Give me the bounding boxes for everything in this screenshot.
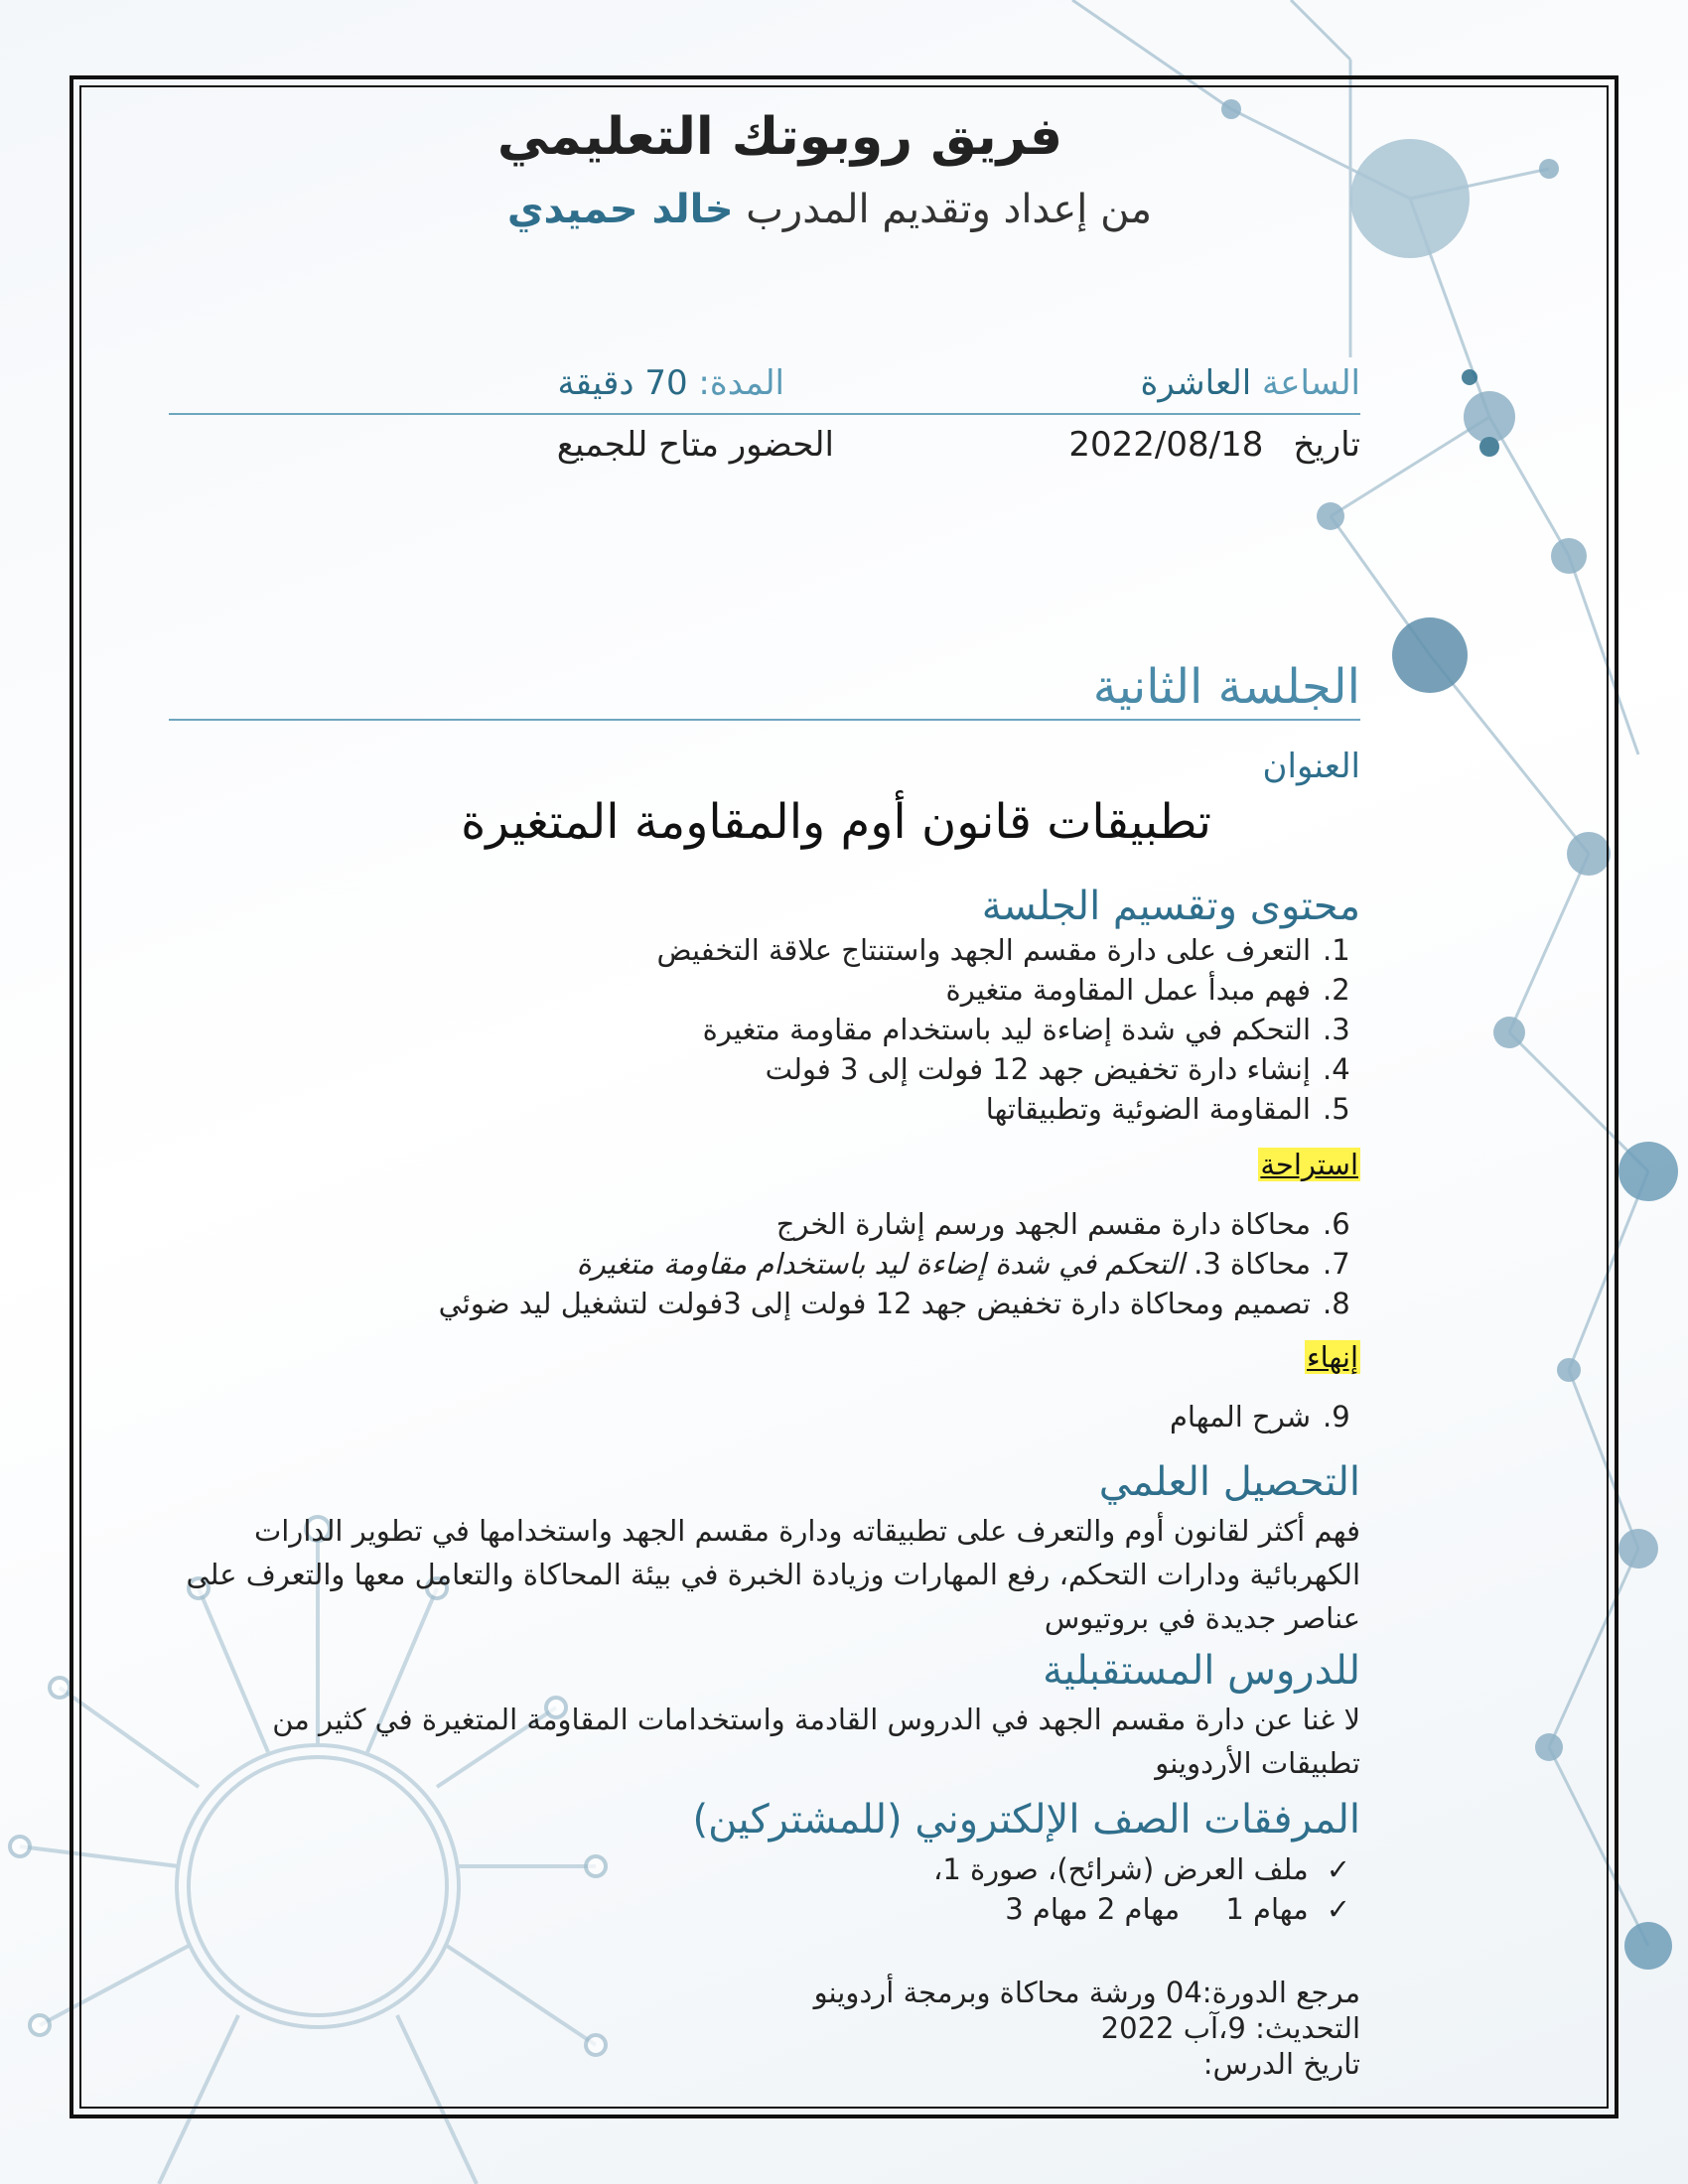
achievement-text: فهم أكثر لقانون أوم والتعرف على تطبيقاته ودارة مقسم الجهد واستخدامها في تطوير الدارات الكهربائية ودارات التحكم، رفع المهارات وزيادة الخبرة في بيئة المحاكاة والتعامل معها والتعرف على عناصر جديدة في بروتيوس [186,1514,1360,1635]
time-label: الساعة [1261,363,1360,403]
item-number: 7. [1323,1247,1350,1281]
list-item [985,1092,1350,1126]
item-number: 1. [1323,933,1350,967]
item-text: فهم مبدأ عمل المقاومة متغيرة [945,973,1311,1007]
session-name: الجلسة الثانية [1092,659,1360,715]
break-label: استراحة [1260,1148,1358,1181]
course-reference: مرجع الدورة:04 ورشة محاكاة وبرمجة أردوينو [813,1976,1360,2009]
item-text: التعرف على دارة مقسم الجهد واستنتاج علاقة التخفيض [656,933,1311,967]
item-text: التحكم في شدة إضاءة ليد باستخدام مقاومة متغيرة [702,1013,1311,1046]
lesson-title: تطبيقات قانون أوم والمقاومة المتغيرة [461,794,1211,850]
item-number: 6. [1323,1207,1350,1241]
list-item [765,1052,1350,1086]
time-field [1092,363,1360,403]
date-label: تاريخ [1293,425,1360,465]
item-number: 9. [1323,1400,1350,1433]
update-date: التحديث: 9،آب 2022 [1100,2011,1360,2045]
item-number: 3. [1323,1013,1350,1046]
item-text: إنشاء دارة تخفيض جهد 12 فولت إلى 3 فولت [765,1052,1311,1086]
team-title: فريق روبوتك التعليمي [496,107,1062,167]
future-text: لا غنا عن دارة مقسم الجهد في الدروس القادمة واستخدامات المقاومة المتغيرة في كثير من تطبيقات الأردوينو [272,1703,1360,1780]
item-text-prefix: محاكاة 3. [1194,1247,1311,1281]
divider-line [169,719,1360,721]
item-text: شرح المهام [1169,1400,1311,1433]
item-text: تصميم ومحاكاة دارة تخفيض جهد 12 فولت إلى 3فولت لتشغيل ليد ضوئي [438,1287,1311,1320]
end-label: إنهاء [1307,1340,1358,1374]
list-item [656,933,1350,967]
item-text-italic: التحكم في شدة إضاءة ليد باستخدام مقاومة متغيرة [576,1247,1185,1281]
list-item [1169,1400,1350,1433]
divider-line [169,413,1360,415]
date-field [1068,425,1360,465]
attachment-item [1005,1892,1350,1926]
item-number: 4. [1323,1052,1350,1086]
list-item [438,1287,1350,1320]
duration-value: 70 دقيقة [557,363,688,403]
check-icon: ✓ [1326,1892,1350,1926]
item-text: محاكاة دارة مقسم الجهد ورسم إشارة الخرج [775,1207,1311,1241]
list-item [576,1247,1350,1281]
attachment-item [933,1852,1350,1886]
check-icon: ✓ [1326,1852,1350,1886]
time-value: العاشرة [1140,363,1252,403]
item-number: 2. [1323,973,1350,1007]
duration-label: المدة: [698,363,784,403]
future-heading: للدروس المستقبلية [1043,1648,1360,1694]
list-item [702,1013,1350,1046]
attachment-text: مهام 1 مهام 2 مهام 3 [1005,1892,1309,1926]
title-label: العنوان [1262,747,1360,786]
item-number: 8. [1323,1287,1350,1320]
list-item [775,1207,1350,1241]
document-content [169,0,1360,2184]
attachments-heading: المرفقات الصف الإلكتروني (للمشتركين) [692,1797,1360,1843]
duration-field [557,363,784,403]
item-number: 5. [1323,1092,1350,1126]
item-text: المقاومة الضوئية وتطبيقاتها [985,1092,1311,1126]
presenter-line [507,187,1152,232]
content-heading: محتوى وتقسيم الجلسة [981,884,1360,929]
date-value: 2022/08/18 [1068,425,1264,465]
attendance-text: الحضور متاح للجميع [556,425,834,465]
presenter-prefix: من إعداد وتقديم المدرب [746,187,1152,232]
attachment-text: ملف العرض (شرائح)، صورة 1، [932,1852,1309,1886]
list-item [945,973,1350,1007]
presenter-name: خالد حميدي [506,187,734,232]
lesson-date: تاريخ الدرس: [1202,2047,1360,2081]
achievement-heading: التحصيل العلمي [1098,1459,1360,1505]
